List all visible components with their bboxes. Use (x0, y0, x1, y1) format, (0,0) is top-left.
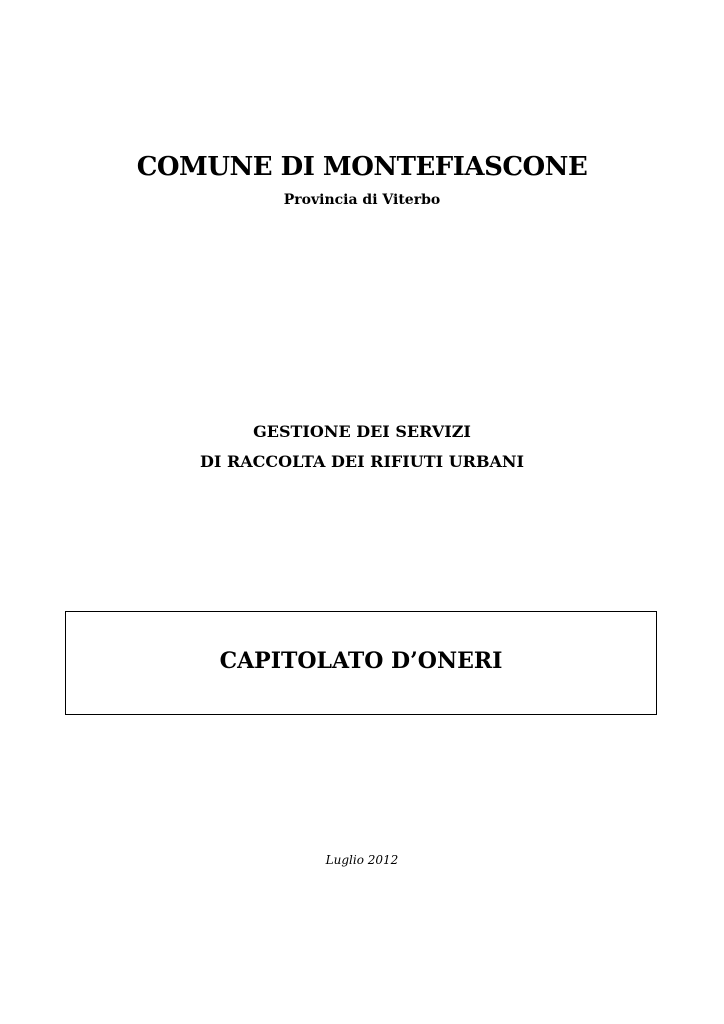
service-title-line-1: GESTIONE DEI SERVIZI (253, 422, 471, 441)
document-date: Luglio 2012 (325, 853, 399, 867)
document-title-box (65, 611, 657, 715)
service-title-line-2: DI RACCOLTA DEI RIFIUTI URBANI (200, 452, 524, 471)
document-title: CAPITOLATO D’ONERI (219, 648, 503, 674)
municipality-title: COMUNE DI MONTEFIASCONE (136, 152, 588, 182)
service-title (0, 417, 724, 477)
province-subtitle: Provincia di Viterbo (283, 192, 441, 208)
